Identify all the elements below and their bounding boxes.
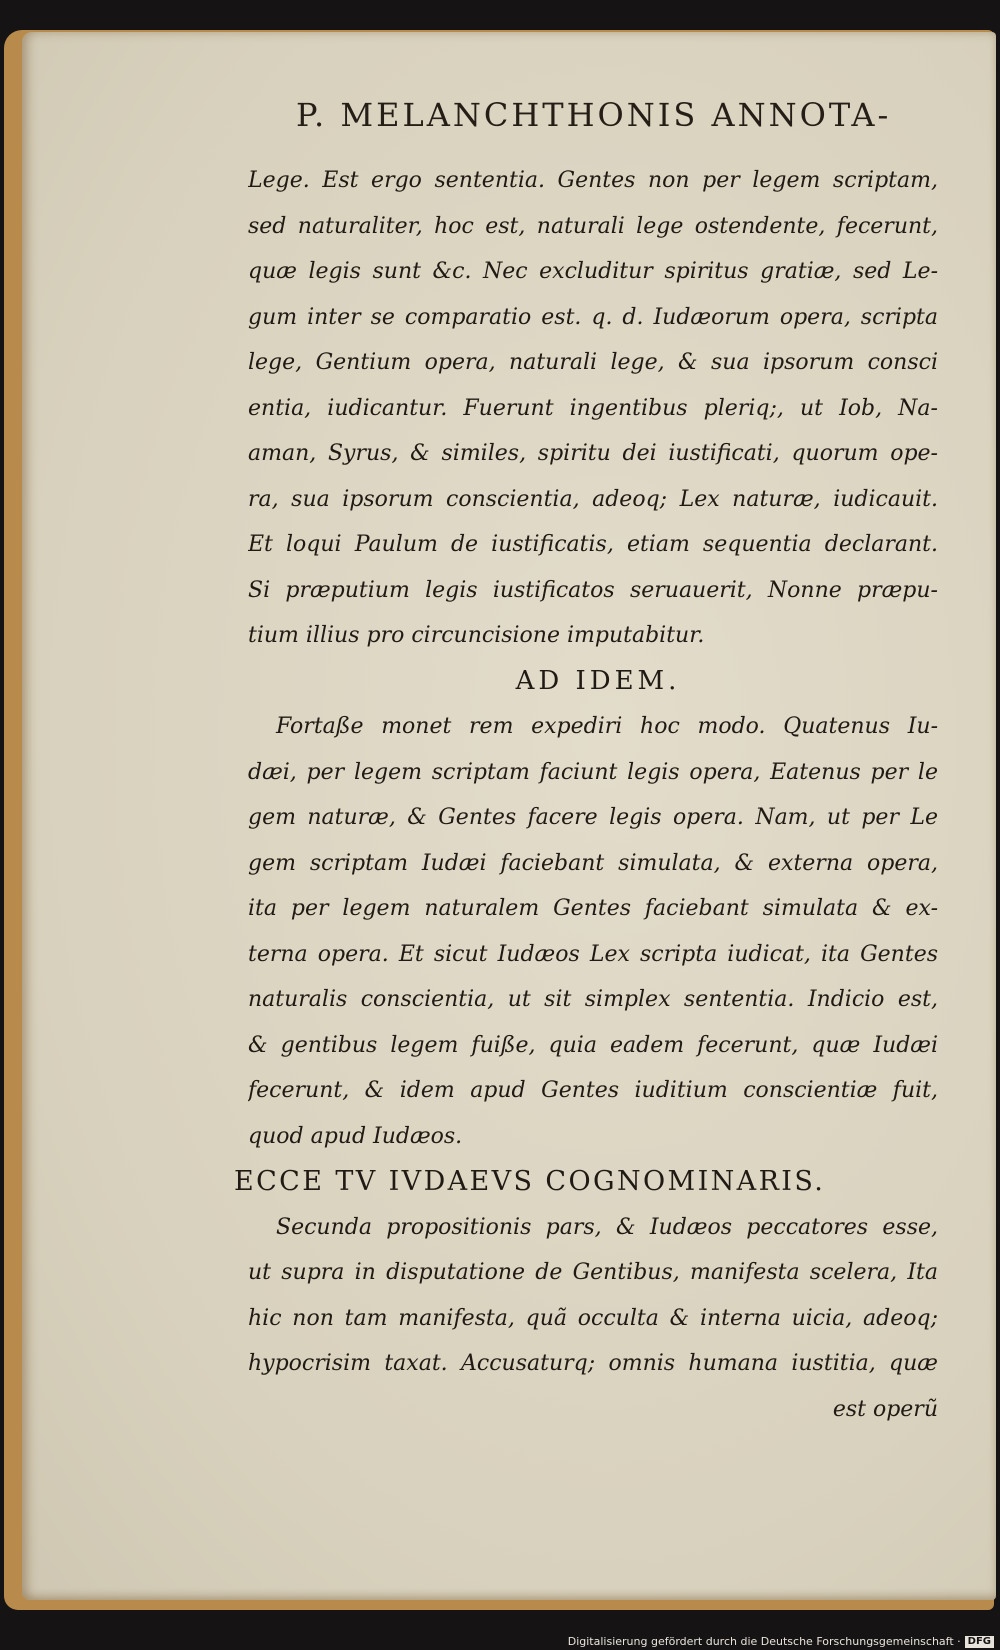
- dfg-logo: DFG: [965, 1636, 994, 1648]
- text-line: tium illius pro circuncisione imputabitur.: [248, 623, 705, 648]
- text-line: ra, sua ipsorum conscientia, adeoq; Lex naturæ, iudicauit.: [248, 486, 938, 512]
- text-line: lege, Gentium opera, naturali lege, & sua ipsorum consci: [248, 350, 938, 375]
- text-line: Fortaße monet rem expediri hoc modo. Quatenus Iu-: [276, 714, 938, 739]
- text-line: quod apud Iudæos.: [248, 1123, 463, 1149]
- text-line: naturalis conscientia, ut sit simplex sententia. Indicio est,: [248, 987, 938, 1012]
- text-line: hypocrisim taxat. Accusaturq; omnis humana iustitia, quæ: [248, 1351, 938, 1376]
- text-line: Et loqui Paulum de iustificatis, etiam sequentia declarant.: [248, 532, 938, 557]
- text-line: aman, Syrus, & similes, spiritu dei iustificati, quorum ope-: [248, 441, 938, 466]
- text-line: fecerunt, & idem apud Gentes iuditium conscientiæ fuit,: [248, 1078, 938, 1103]
- text-line: gum inter se comparatio est. q. d. Iudæorum opera, scripta: [248, 304, 938, 330]
- text-line: gem naturæ, & Gentes facere legis opera. Nam, ut per Le: [248, 805, 938, 830]
- text-line: gem scriptam Iudæi faciebant simulata, & externa opera,: [248, 850, 938, 876]
- body-text: [234, 158, 938, 1432]
- text-line: entia, iudicantur. Fuerunt ingentibus pleriq;, ut Iob, Na-: [248, 395, 938, 421]
- text-line: sed naturaliter, hoc est, naturali lege ostendente, fecerunt,: [248, 213, 938, 239]
- catchword: est operũ: [832, 1396, 938, 1422]
- section-heading: ECCE TV IVDAEVS COGNOMINARIS.: [234, 1166, 826, 1197]
- credit-text: Digitalisierung gefördert durch die Deutsche Forschungsgemeinschaft ·: [567, 1635, 961, 1648]
- text-line: hic non tam manifesta, quã occulta & interna uicia, adeoq;: [248, 1305, 938, 1331]
- text-line: & gentibus legem fuiße, quia eadem fecerunt, quæ Iudæi: [248, 1032, 938, 1058]
- text-line: Secunda propositionis pars, & Iudæos peccatores esse,: [276, 1214, 938, 1240]
- text-line: ut supra in disputatione de Gentibus, manifesta scelera, Ita: [248, 1260, 938, 1285]
- text-line: quæ legis sunt &c. Nec excluditur spiritus gratiæ, sed Le-: [248, 259, 938, 284]
- text-line: dæi, per legem scriptam faciunt legis opera, Eatenus per le: [248, 759, 938, 785]
- section-heading: AD IDEM.: [515, 665, 681, 696]
- text-line: Lege. Est ergo sententia. Gentes non per legem scriptam,: [248, 168, 938, 193]
- running-head: P. MELANCHTHONIS ANNOTA-: [296, 96, 892, 134]
- digitization-credit: [568, 1635, 994, 1648]
- text-line: terna opera. Et sicut Iudæos Lex scripta iudicat, ita Gentes: [248, 941, 938, 967]
- text-line: ita per legem naturalem Gentes faciebant simulata & ex-: [248, 896, 938, 921]
- text-line: Si præputium legis iustificatos seruauerit, Nonne præpu-: [248, 577, 938, 603]
